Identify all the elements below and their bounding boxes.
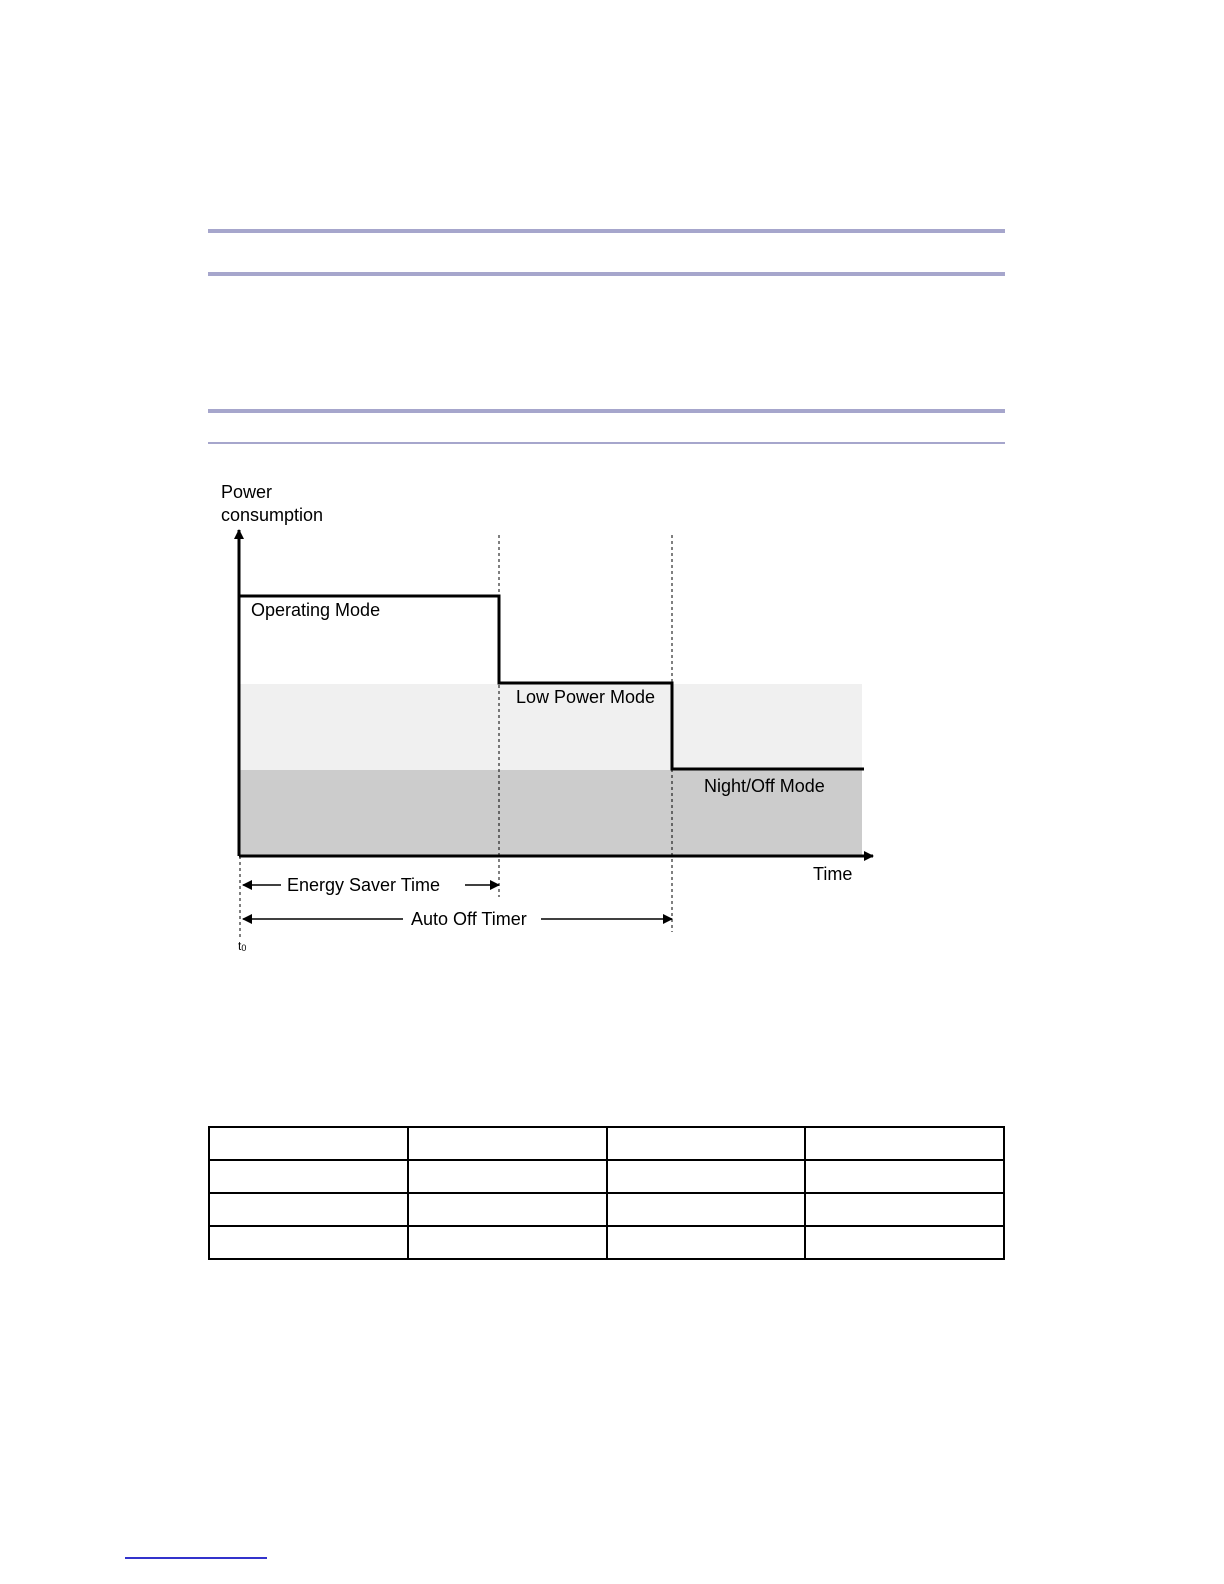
table-cell — [209, 1193, 408, 1226]
table-cell — [607, 1160, 806, 1193]
night-off-mode-label: Night/Off Mode — [704, 776, 825, 796]
table-row — [209, 1226, 1004, 1259]
x-axis-label: Time — [813, 864, 853, 884]
y-axis-label-line2: consumption — [221, 505, 324, 525]
table-cell — [805, 1127, 1004, 1160]
table-cell — [805, 1226, 1004, 1259]
table-cell — [209, 1226, 408, 1259]
table-cell — [209, 1127, 408, 1160]
table-cell — [408, 1127, 607, 1160]
origin-t: t — [238, 939, 242, 953]
auto-off-label: Auto Off Timer — [411, 909, 527, 929]
table-cell — [408, 1226, 607, 1259]
origin-subscript: 0 — [241, 943, 247, 953]
table-cell — [209, 1160, 408, 1193]
table-row — [209, 1160, 1004, 1193]
table-cell — [408, 1193, 607, 1226]
table-cell — [607, 1127, 806, 1160]
table-cell — [607, 1193, 806, 1226]
table-row — [209, 1193, 1004, 1226]
table-cell — [805, 1193, 1004, 1226]
low-power-mode-label: Low Power Mode — [516, 687, 656, 707]
operating-mode-label: Operating Mode — [251, 600, 381, 620]
table-row — [209, 1127, 1004, 1160]
blank-table — [208, 1126, 1005, 1260]
origin-label — [238, 939, 246, 953]
footer-link-underline — [125, 1557, 267, 1559]
table-cell — [805, 1160, 1004, 1193]
y-axis-label-line1: Power — [221, 482, 273, 502]
table-cell — [607, 1226, 806, 1259]
table-cell — [408, 1160, 607, 1193]
energy-saver-label: Energy Saver Time — [287, 875, 441, 895]
